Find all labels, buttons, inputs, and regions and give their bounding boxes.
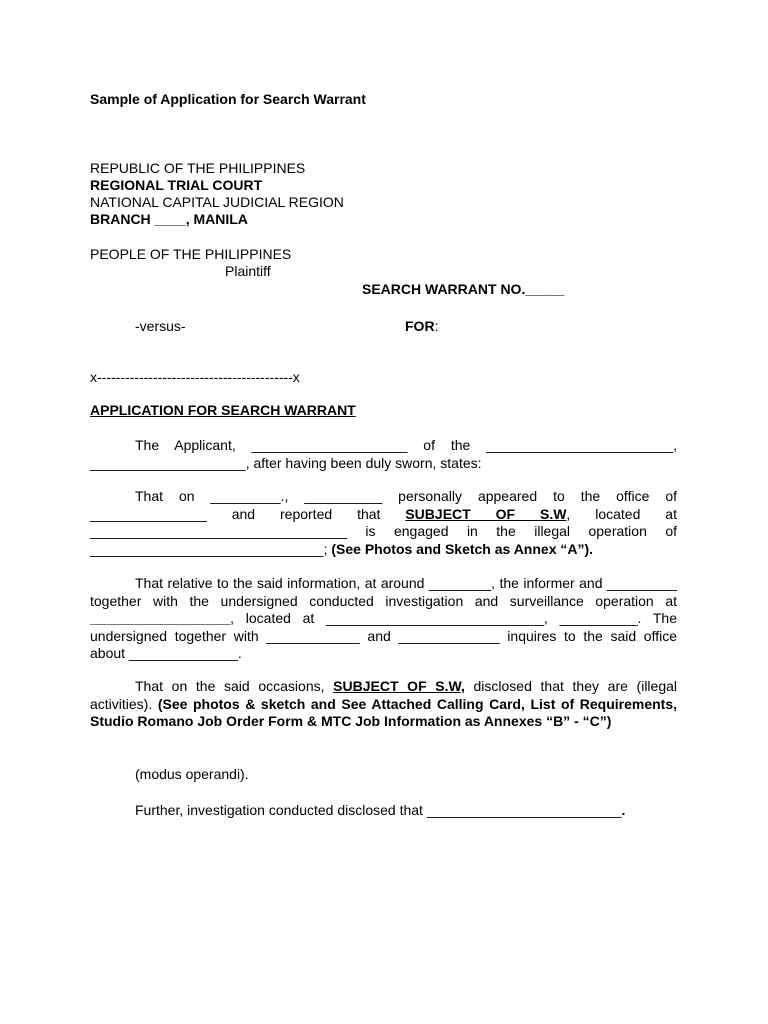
paragraph-applicant: The Applicant, ____________________ of the ________________________, ____________________, after having been duly sworn, states: <box>90 437 677 471</box>
search-warrant-number: SEARCH WARRANT NO._____ <box>362 281 565 297</box>
caption-republic: REPUBLIC OF THE PHILIPPINES <box>90 160 306 176</box>
caption-divider: x------------------------------------------x <box>90 369 300 385</box>
caption-court: REGIONAL TRIAL COURT <box>90 177 263 193</box>
p2-text-a: That on _________., __________ personally appeared to the office of _______________ and reported that <box>90 488 677 522</box>
p6-blank: _________________________ <box>426 802 622 818</box>
p3-text-a: That relative to the said information, at around ________, the informer and _________ together with the undersigned conducted investigation and surveillance operation at <box>90 575 677 609</box>
p4-text-b: disclosed that they are (illegal activities). <box>90 678 678 712</box>
for-colon: : <box>434 318 439 334</box>
p4-text-a: That on the said occasions, <box>135 678 334 694</box>
document-title: Sample of Application for Search Warrant <box>90 91 366 107</box>
caption-region: NATIONAL CAPITAL JUDICIAL REGION <box>90 194 344 210</box>
caption-versus: -versus- <box>135 318 186 334</box>
caption-people: PEOPLE OF THE PHILIPPINES <box>90 246 292 262</box>
paragraph-disclosure <box>90 678 677 731</box>
p4-subject: SUBJECT OF S.W, <box>333 678 465 694</box>
caption-branch: BRANCH ____, MANILA <box>90 211 248 227</box>
p4-annexes: (See photos & sketch and See Attached Calling Card, List of Requirements, Studio Romano Job Order Form & MTC Job Information as Annexes “B” - “C”) <box>90 695 677 729</box>
p6-period: . <box>621 802 626 818</box>
p2-subject: SUBJECT OF S.W <box>405 505 567 522</box>
p2-text-b: , located at _________________________________ is engaged in the illegal operation of ______________________________; <box>90 505 677 557</box>
paragraph-modus: (modus operandi). <box>135 766 249 782</box>
paragraph-surveillance <box>90 575 677 663</box>
paragraph-report <box>90 488 677 558</box>
p3-text-b: , located at ____________________________, __________. The undersigned together with ____________ and _____________ inquires to the said office about ______________. <box>90 610 677 661</box>
for-label: FOR <box>405 318 435 334</box>
caption-for <box>405 318 438 335</box>
caption-plaintiff: Plaintiff <box>225 263 271 279</box>
p6-text: Further, investigation conducted disclosed that <box>135 802 427 818</box>
section-heading: APPLICATION FOR SEARCH WARRANT <box>90 402 356 418</box>
p3-blank: __________________ <box>90 610 231 626</box>
paragraph-further <box>135 802 625 819</box>
p2-annex-a: (See Photos and Sketch as Annex “A”). <box>331 540 594 557</box>
